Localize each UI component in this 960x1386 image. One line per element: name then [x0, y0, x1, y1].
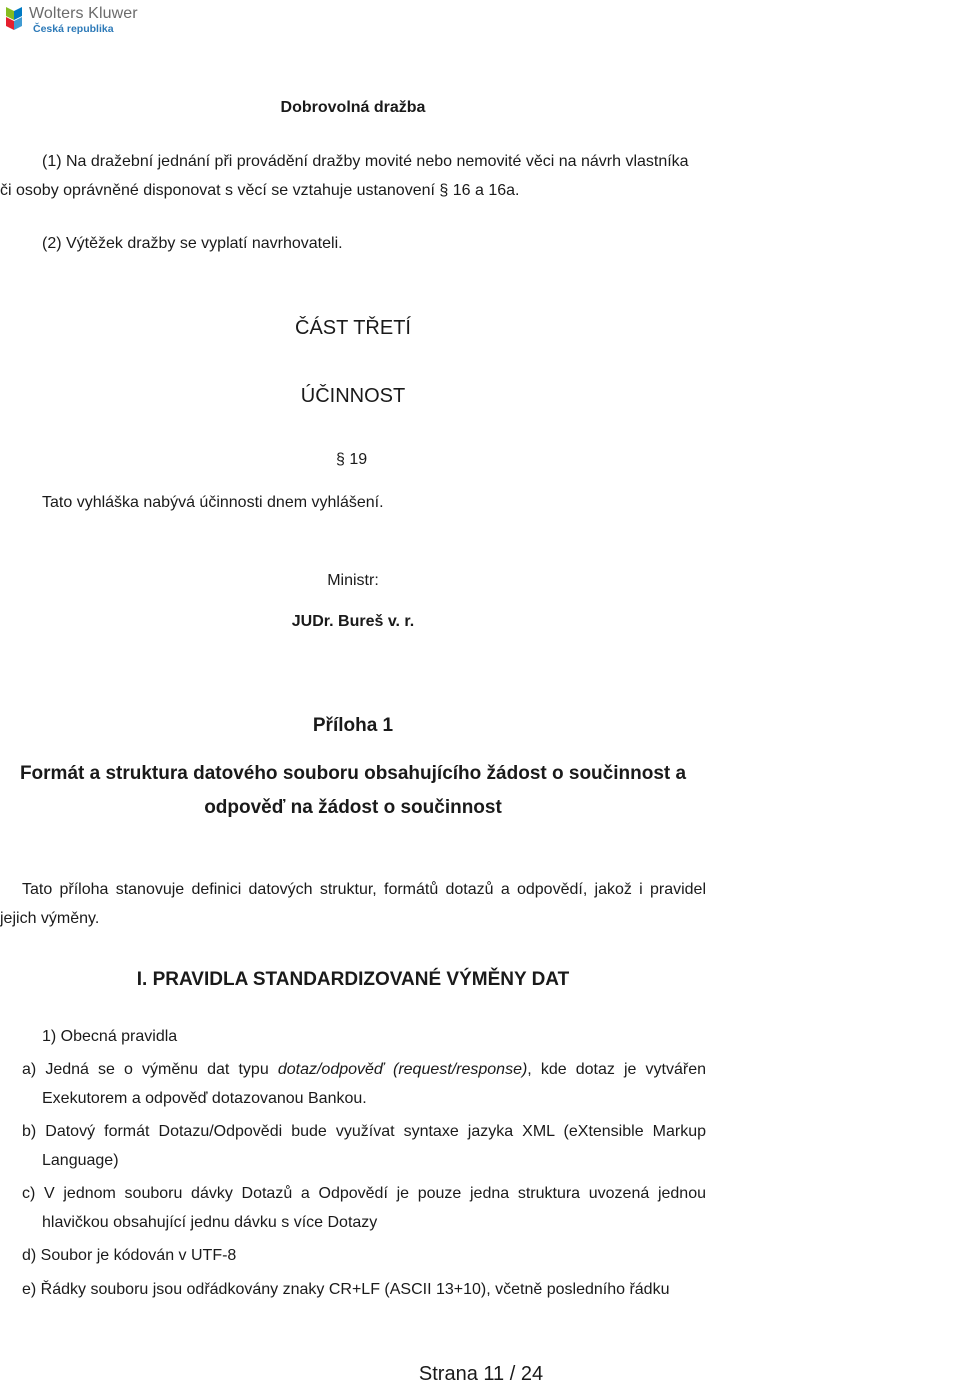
- paragraph-1-line-1: (1) Na dražební jednání při provádění dražby movité nebo nemovité věci na návrh vlastníka: [42, 153, 689, 170]
- section-number: [336, 451, 367, 469]
- section-sign-icon: §: [336, 451, 345, 468]
- publisher-logo: [2, 2, 142, 38]
- annex-intro-line-2: jejich výměny.: [0, 910, 100, 927]
- rule-item-a-suffix: , kde dotaz je vytvářen: [527, 1061, 706, 1078]
- general-rules-heading: 1) Obecná pravidla: [42, 1028, 178, 1045]
- paragraph-2: (2) Výtěžek dražby se vyplatí navrhovateli.: [42, 235, 343, 252]
- logo-name: Wolters Kluwer: [29, 5, 138, 22]
- rule-item-a-line-2: Exekutorem a odpověď dotazovanou Bankou.: [42, 1090, 367, 1107]
- rule-item-d: d) Soubor je kódován v UTF-8: [22, 1247, 237, 1264]
- wolters-kluwer-logo-icon: [4, 5, 24, 31]
- page-number: Strana 11 / 24: [418, 1363, 544, 1385]
- effect-text: Tato vyhláška nabývá účinnosti dnem vyhlášení.: [42, 494, 384, 511]
- annex-title: Příloha 1: [312, 715, 394, 736]
- section-number-value: 19: [344, 451, 368, 468]
- section-sign-icon: §: [439, 182, 449, 199]
- paragraph-1-text-end: 16 a 16a.: [448, 182, 520, 199]
- rule-item-a-line-1: [22, 1061, 706, 1079]
- logo-subtitle: Česká republika: [33, 23, 114, 35]
- rule-item-b-line-1: b) Datový formát Dotazu/Odpovědi bude využívat syntaxe jazyka XML (eXtensible Markup: [22, 1123, 706, 1140]
- paragraph-1-line-2: [0, 182, 519, 200]
- paragraph-1-text-start: či osoby oprávněné disponovat s věcí se vztahuje ustanovení: [0, 182, 440, 199]
- rule-item-a-italic: dotaz/odpověď (request/response): [277, 1061, 528, 1078]
- rules-heading: I. PRAVIDLA STANDARDIZOVANÉ VÝMĚNY DAT: [136, 969, 570, 990]
- part-title: ČÁST TŘETÍ: [295, 317, 411, 339]
- minister-name: JUDr. Bureš v. r.: [291, 613, 415, 630]
- annex-intro-line-1: Tato příloha stanovuje definici datových struktur, formátů dotazů a odpovědí, jakož i pravidel: [22, 881, 706, 898]
- rule-item-b-line-2: Language): [42, 1152, 119, 1169]
- section-heading: Dobrovolná dražba: [280, 99, 426, 116]
- rule-item-e: e) Řádky souboru jsou odřádkovány znaky CR+LF (ASCII 13+10), včetně posledního řádku: [22, 1281, 670, 1298]
- annex-subtitle-line-1: Formát a struktura datového souboru obsahujícího žádost o součinnost a: [19, 763, 687, 784]
- rule-item-c-line-1: c) V jednom souboru dávky Dotazů a Odpovědí je pouze jedna struktura uvozená jednou: [22, 1185, 706, 1202]
- rule-item-a-prefix: a) Jedná se o výměnu dat typu: [22, 1061, 269, 1078]
- annex-subtitle-line-2: odpověď na žádost o součinnost: [204, 797, 502, 818]
- minister-label: Ministr:: [327, 572, 379, 589]
- rule-item-c-line-2: hlavičkou obsahující jednu dávku s více Dotazy: [42, 1214, 378, 1231]
- part-subtitle: ÚČINNOST: [300, 385, 406, 407]
